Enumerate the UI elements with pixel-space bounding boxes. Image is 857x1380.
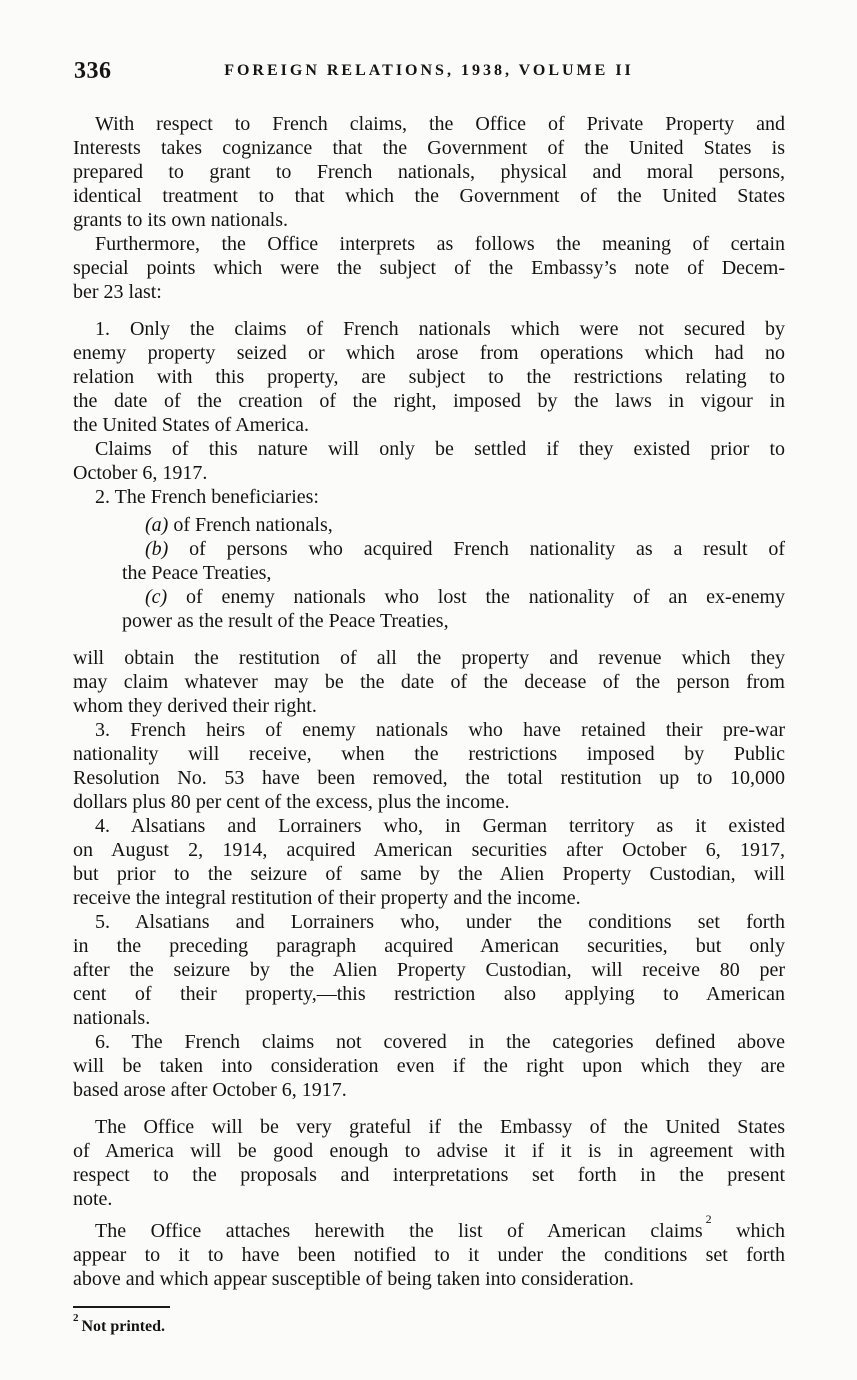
text-line: note. — [73, 1188, 113, 1210]
text-line: 3. French heirs of enemy nationals who have retained their pre-war — [95, 719, 785, 741]
text-line: nationals. — [73, 1007, 151, 1029]
text-line: appear to it to have been notified to it under the conditions set forth — [73, 1244, 785, 1266]
footnote — [73, 1311, 785, 1337]
footnote-text: Not printed. — [81, 1318, 166, 1335]
paragraph-furthermore — [73, 232, 785, 304]
text-line: will obtain the restitution of all the property and revenue which they — [73, 647, 785, 669]
text-line: identical treatment to that which the Government of the United States — [73, 185, 785, 207]
text-line: 2. The French beneficiaries: — [95, 486, 319, 508]
text-line: will be taken into consideration even if the right upon which they are — [73, 1055, 785, 1077]
text-line: Furthermore, the Office interprets as follows the meaning of certain — [95, 233, 785, 255]
text-line: nationality will receive, when the restrictions imposed by Public — [73, 743, 785, 765]
text-line: prepared to grant to French nationals, physical and moral persons, — [73, 161, 785, 183]
text-line: Resolution No. 53 have been removed, the total restitution up to 10,000 — [73, 767, 785, 789]
text-line: Interests takes cognizance that the Government of the United States is — [73, 137, 785, 159]
text-line: above and which appear susceptible of being taken into consideration. — [73, 1268, 634, 1290]
footnote-divider — [73, 1306, 170, 1308]
text-line: (a) of French nationals, — [145, 514, 333, 536]
text-line: 1. Only the claims of French nationals which were not secured by — [95, 318, 785, 340]
item-3 — [73, 718, 785, 814]
text-line: October 6, 1917. — [73, 462, 208, 484]
text-line: relation with this property, are subject to the restrictions relating to — [73, 366, 785, 388]
text-line: enemy property seized or which arose from operations which had no — [73, 342, 785, 364]
text-line: Claims of this nature will only be settled if they existed prior to — [95, 438, 785, 460]
paragraph-will-obtain — [73, 646, 785, 718]
item-4 — [73, 814, 785, 910]
text-line: the date of the creation of the right, imposed by the laws in vigour in — [73, 390, 785, 412]
footnote-marker: 2 — [73, 1311, 79, 1324]
footnote-reference: 2 — [705, 1212, 712, 1227]
item-5 — [73, 910, 785, 1030]
paragraph-attaches — [73, 1212, 785, 1291]
text-line: The Office will be very grateful if the Embassy of the United States — [95, 1116, 785, 1138]
text-line: on August 2, 1914, acquired American securities after October 6, 1917, — [73, 839, 785, 861]
item-2 — [73, 485, 785, 509]
text-line: based arose after October 6, 1917. — [73, 1079, 347, 1101]
text-line: of America will be good enough to advise it if it is in agreement with — [73, 1140, 785, 1162]
subitem-b — [122, 537, 785, 585]
text-line: power as the result of the Peace Treaties, — [122, 610, 449, 632]
page-number: 336 — [74, 58, 112, 84]
item-6 — [73, 1030, 785, 1102]
text-line: but prior to the seizure of same by the Alien Property Custodian, will — [73, 863, 785, 885]
page-body — [73, 112, 785, 1291]
italic-list-marker: (a) — [145, 514, 169, 536]
text-line: respect to the proposals and interpretations set forth in the present — [73, 1164, 785, 1186]
text-line: may claim whatever may be the date of the decease of the person from — [73, 671, 785, 693]
italic-list-marker: (c) — [145, 586, 168, 608]
subitem-a — [122, 513, 785, 537]
text-line: in the preceding paragraph acquired American securities, but only — [73, 935, 785, 957]
running-header: FOREIGN RELATIONS, 1938, VOLUME II — [224, 62, 634, 79]
text-line: 5. Alsatians and Lorrainers who, under the conditions set forth — [95, 911, 785, 933]
text-line: The Office attaches herewith the list of American claims$^2$ which — [95, 1212, 785, 1242]
text-line: dollars plus 80 per cent of the excess, plus the income. — [73, 791, 510, 813]
italic-list-marker: (b) — [145, 538, 169, 560]
text-line: (b) of persons who acquired French nationality as a result of — [145, 538, 785, 560]
page-header — [73, 58, 785, 88]
text-line: receive the integral restitution of their property and the income. — [73, 887, 581, 909]
text-line: 4. Alsatians and Lorrainers who, in German territory as it existed — [95, 815, 785, 837]
text-line: cent of their property,—this restriction also applying to American — [73, 983, 785, 1005]
text-line: the Peace Treaties, — [122, 562, 272, 584]
text-line: With respect to French claims, the Office of Private Property and — [95, 113, 785, 135]
text-line: whom they derived their right. — [73, 695, 317, 717]
text-line: special points which were the subject of the Embassy’s note of Decem- — [73, 257, 785, 279]
subitem-c — [122, 585, 785, 633]
text-line: 6. The French claims not covered in the categories defined above — [95, 1031, 785, 1053]
text-line: the United States of America. — [73, 414, 310, 436]
text-line: grants to its own nationals. — [73, 209, 288, 231]
text-line: after the seizure by the Alien Property Custodian, will receive 80 per — [73, 959, 785, 981]
paragraph-claims-nature — [73, 437, 785, 485]
item-1 — [73, 317, 785, 437]
text-line: ber 23 last: — [73, 281, 162, 303]
paragraph-grateful — [73, 1115, 785, 1211]
paragraph-opening — [73, 112, 785, 232]
text-line: (c) of enemy nationals who lost the nationality of an ex-enemy — [145, 586, 785, 608]
